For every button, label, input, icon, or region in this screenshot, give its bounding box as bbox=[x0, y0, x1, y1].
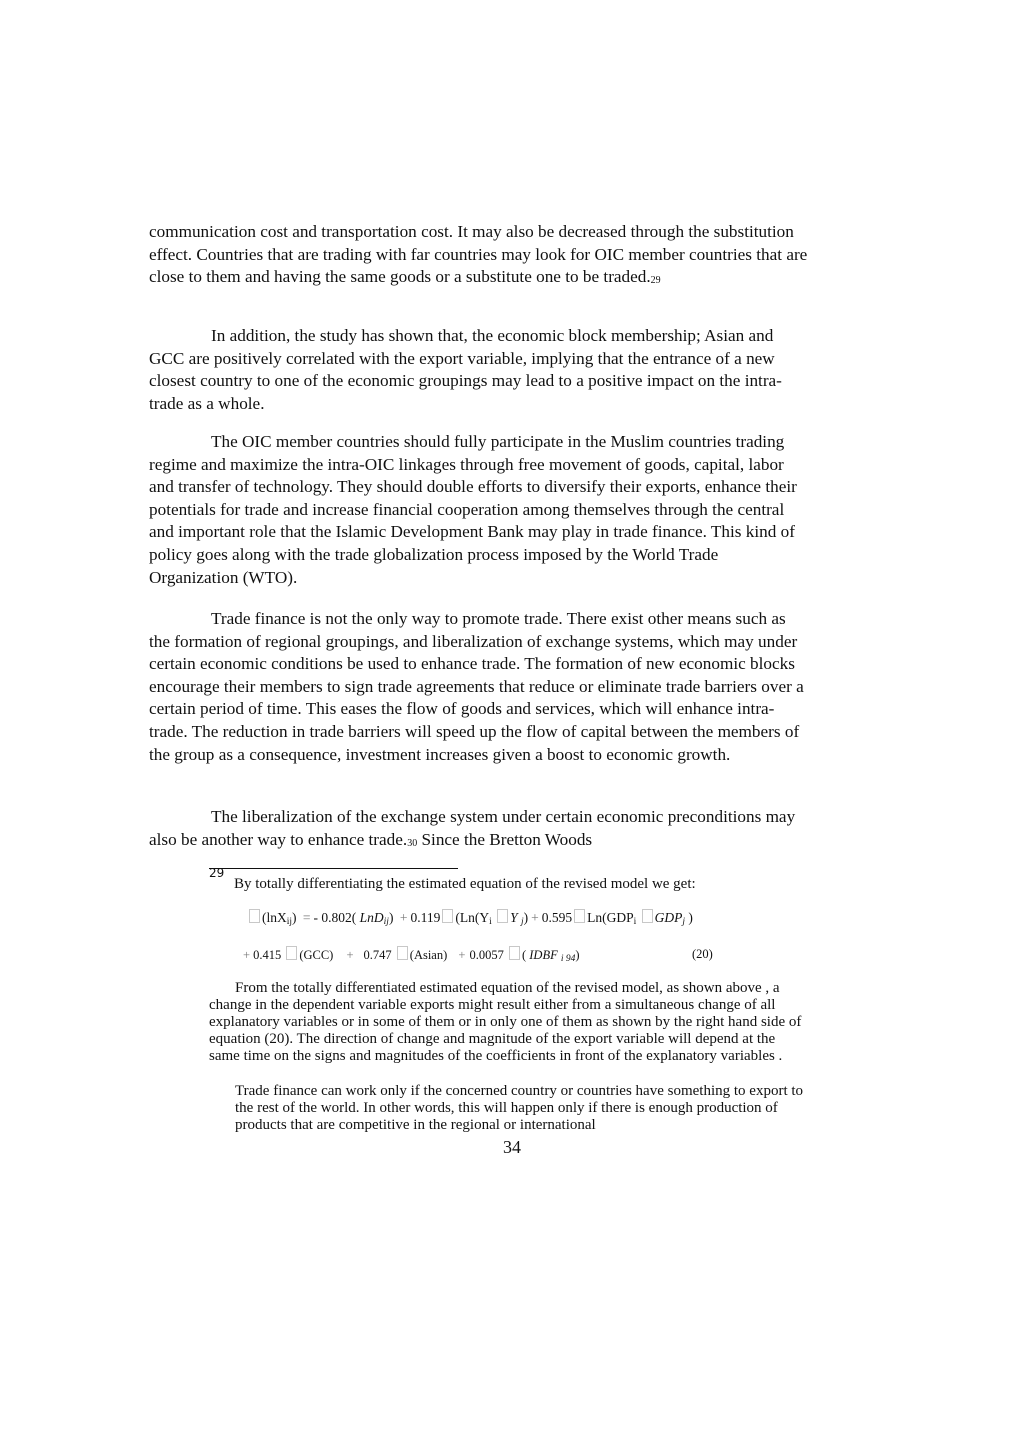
paragraph-3 bbox=[149, 431, 809, 589]
eq-term-1-subscript: ij bbox=[383, 917, 389, 927]
paragraph-text: communication cost and transportation cost. It may also be decreased through the substitution effect. Countries that are trading with far countries may look for OIC member countries that are close to them and having the same goods or a substitute one to be traded. bbox=[149, 222, 808, 287]
footnote-reference-30[interactable]: 30 bbox=[407, 837, 418, 849]
delta-symbol-icon bbox=[286, 946, 297, 960]
paragraph-text-continued: Since the Bretton Woods bbox=[417, 829, 593, 849]
eq-term-2b-var: Y bbox=[510, 910, 518, 925]
eq-term-3a-subscript: i bbox=[633, 917, 637, 927]
equation-number: (20) bbox=[692, 947, 713, 961]
delta-symbol-icon bbox=[574, 909, 585, 923]
eq-plus: + bbox=[243, 948, 251, 962]
eq-term-6-close: ) bbox=[575, 948, 580, 962]
eq-term-1-open: ( bbox=[351, 910, 357, 925]
paragraph-text: In addition, the study has shown that, the economic block membership; Asian and GCC are positively correlated with the export variable, implying that the entrance of a new closest country to one of the economic groupings may lead to a positive impact on the intra-trade as a whole. bbox=[149, 326, 782, 413]
paragraph-4 bbox=[149, 608, 809, 766]
delta-symbol-icon bbox=[249, 909, 260, 923]
eq-term-2-close: ) bbox=[523, 910, 529, 925]
equation-line-2 bbox=[240, 946, 580, 964]
eq-term-3a: Ln(GDP bbox=[587, 910, 634, 925]
eq-term-6-open: ( bbox=[521, 948, 527, 962]
eq-term-1-close: ) bbox=[388, 910, 394, 925]
eq-coef-6: 0.0057 bbox=[469, 948, 504, 962]
eq-term-6-var: IDBF bbox=[529, 948, 558, 962]
eq-term-3b-var: GDP bbox=[654, 910, 683, 925]
eq-plus: + bbox=[531, 910, 539, 925]
footnote-intro: By totally differentiating the estimated equation of the revised model we get: bbox=[234, 876, 696, 892]
paragraph-1 bbox=[149, 221, 809, 292]
eq-lhs-subscript: ij bbox=[286, 917, 293, 927]
footnote-30-text: Trade finance can work only if the concerned country or countries have something to export to the rest of the world. In other words, this will happen only if there is enough production of products that are competitive in the regional or international bbox=[235, 1083, 804, 1134]
paragraph-5 bbox=[149, 806, 809, 854]
eq-lhs-close: ) bbox=[292, 910, 297, 925]
eq-term-2a: (Ln(Y bbox=[455, 910, 490, 925]
footnote-number: 29 bbox=[209, 866, 225, 880]
eq-term-3b-subscript: j bbox=[682, 917, 686, 927]
delta-symbol-icon bbox=[397, 946, 408, 960]
division-symbol-icon bbox=[497, 909, 508, 923]
footnote-explanation: From the totally differentiated estimated equation of the revised model, as shown above , a change in the dependent variable exports might result either from a simultaneous change of all explanatory variables or in some of them or in only one of them as shown by the right hand side of equation (20). The direction of change and magnitude of the export variable will depend at the same time on the signs and magnitudes of the coefficients in front of the explanatory variables . bbox=[209, 980, 802, 1065]
paragraph-text: The liberalization of the exchange system under certain economic preconditions may also be another way to enhance trade. bbox=[149, 807, 796, 849]
paragraph-text: The OIC member countries should fully participate in the Muslim countries trading regime and maximize the intra-OIC linkages through free movement of goods, capital, labor and transfer of technology. They should double efforts to diversify their exports, enhance their potentials for trade and increase financial cooperation among themselves through the central and important role that the Islamic Development Bank may play in trade finance. This kind of policy goes along with the trade globalization process imposed by the World Trade Organization (WTO). bbox=[149, 432, 797, 587]
eq-coef-5: 0.747 bbox=[363, 948, 392, 962]
delta-symbol-icon bbox=[442, 909, 453, 923]
eq-term-2a-subscript: i bbox=[489, 917, 492, 927]
eq-lhs: (lnX bbox=[262, 910, 287, 925]
eq-term-6-subscript: i 94 bbox=[560, 954, 576, 964]
equation-line-1 bbox=[247, 909, 693, 927]
footnote-separator bbox=[209, 868, 458, 869]
eq-term-1-var: LnD bbox=[359, 910, 384, 925]
eq-coef-3: 0.595 bbox=[541, 910, 573, 925]
eq-term-5: (Asian) bbox=[409, 948, 448, 962]
eq-coef-2: 0.119 bbox=[410, 910, 441, 925]
eq-coef-1: - 0.802 bbox=[313, 910, 352, 925]
eq-term-2b-subscript: j bbox=[520, 917, 524, 927]
eq-term-4: (GCC) bbox=[299, 948, 334, 962]
footnote-reference-29[interactable]: 29 bbox=[650, 275, 661, 287]
eq-plus: + bbox=[458, 948, 466, 962]
paragraph-2 bbox=[149, 325, 809, 415]
paragraph-text: Trade finance is not the only way to promote trade. There exist other means such as the formation of regional groupings, and liberalization of exchange systems, which may under certain economic conditions be used to enhance trade. The formation of new economic blocks encourage their members to sign trade agreements that reduce or eliminate trade barriers over a certain period of time. This eases the flow of goods and services, which will enhance intra-trade. The reduction in trade barriers will speed up the flow of capital between the members of the group as a consequence, investment increases given a boost to economic growth. bbox=[149, 609, 804, 764]
eq-plus: + bbox=[399, 910, 408, 925]
eq-plus: + bbox=[346, 948, 354, 962]
page-number: 34 bbox=[503, 1137, 521, 1157]
delta-symbol-icon bbox=[509, 946, 520, 960]
eq-equals: = bbox=[302, 910, 311, 925]
eq-coef-4: 0.415 bbox=[253, 948, 282, 962]
division-symbol-icon bbox=[642, 909, 653, 923]
eq-term-3-close: ) bbox=[688, 910, 693, 925]
